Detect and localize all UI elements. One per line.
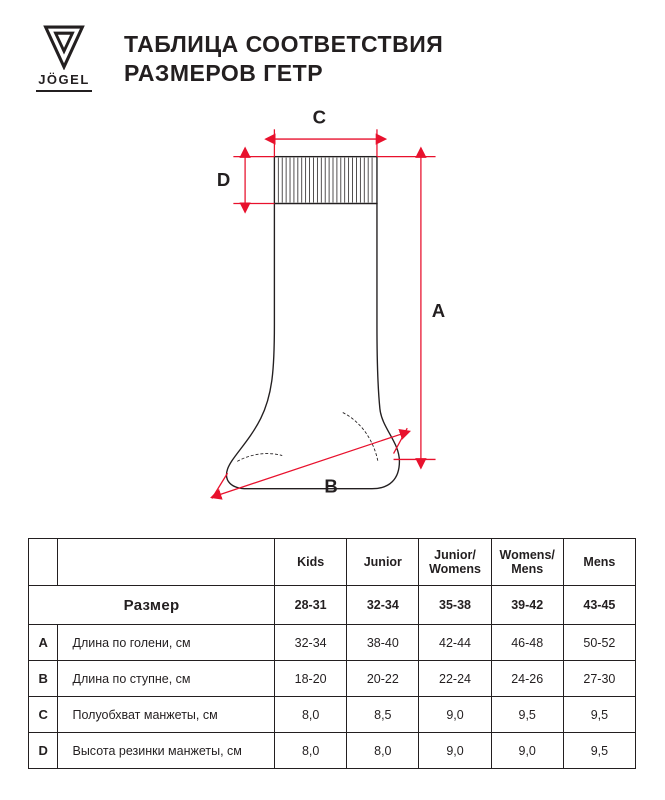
row-a-value-3: 42-44 (419, 625, 491, 661)
brand-name: JÖGEL (38, 72, 90, 87)
row-a-value-2: 38-40 (347, 625, 419, 661)
header-size-junior (347, 539, 419, 586)
row-b-value-5: 27-30 (563, 661, 635, 697)
size-row-value-2: 32-34 (347, 586, 419, 625)
brand-underline (36, 90, 92, 92)
header-size-junior-womens-line1: Junior/ (434, 547, 476, 562)
b-ext-left (211, 473, 227, 498)
header-size-junior-line1: Junior (363, 554, 402, 569)
row-d-desc: Высота резинки манжеты, см (58, 733, 275, 769)
header-size-kids (275, 539, 347, 586)
row-c-value-1: 8,0 (275, 697, 347, 733)
brand-logo (28, 22, 100, 92)
row-d-value-4: 9,0 (491, 733, 563, 769)
row-b-value-2: 20-22 (347, 661, 419, 697)
header-letter-col (29, 539, 58, 586)
row-a-value-4: 46-48 (491, 625, 563, 661)
row-b-value-1: 18-20 (275, 661, 347, 697)
table-row-size (29, 586, 636, 625)
row-b-value-4: 24-26 (491, 661, 563, 697)
size-row-value-5: 43-45 (563, 586, 635, 625)
table-row (29, 697, 636, 733)
header-size-junior-womens-line2: Womens (429, 562, 481, 576)
row-c-value-2: 8,5 (347, 697, 419, 733)
page-header (0, 0, 665, 92)
label-a: A (431, 299, 445, 321)
jogel-shield-icon (41, 24, 87, 70)
header-size-junior-womens (419, 539, 491, 586)
table-row (29, 661, 636, 697)
row-d-value-3: 9,0 (419, 733, 491, 769)
size-row-label: Размер (29, 586, 275, 625)
sock-measurement-diagram (0, 100, 665, 520)
size-chart (28, 538, 636, 769)
page-title (124, 22, 443, 89)
header-size-womens-mens-line2: Mens (511, 562, 544, 576)
table-header-row (29, 539, 636, 586)
row-a-letter: A (29, 625, 58, 661)
row-c-value-3: 9,0 (419, 697, 491, 733)
header-size-kids-line1: Kids (297, 554, 325, 569)
header-size-womens-mens (491, 539, 563, 586)
row-d-value-5: 9,5 (563, 733, 635, 769)
label-c: C (312, 106, 326, 128)
size-row-value-4: 39-42 (491, 586, 563, 625)
table-row (29, 733, 636, 769)
row-c-value-4: 9,5 (491, 697, 563, 733)
sock-outline (226, 157, 399, 489)
page-title-line-1: ТАБЛИЦА СООТВЕТСТВИЯ (124, 31, 444, 57)
header-size-womens-mens-line1: Womens/ (499, 547, 555, 562)
row-d-value-1: 8,0 (275, 733, 347, 769)
b-ext-right (393, 428, 407, 453)
row-b-letter: B (29, 661, 58, 697)
size-row-value-1: 28-31 (275, 586, 347, 625)
sock-diagram-svg (113, 100, 553, 520)
row-b-value-3: 22-24 (419, 661, 491, 697)
label-d: D (216, 168, 230, 190)
row-c-value-5: 9,5 (563, 697, 635, 733)
row-d-value-2: 8,0 (347, 733, 419, 769)
table-row (29, 625, 636, 661)
row-d-letter: D (29, 733, 58, 769)
row-c-letter: C (29, 697, 58, 733)
size-row-value-3: 35-38 (419, 586, 491, 625)
row-b-desc: Длина по ступне, см (58, 661, 275, 697)
header-size-mens-line1: Mens (583, 554, 616, 569)
row-c-desc: Полуобхват манжеты, см (58, 697, 275, 733)
row-a-value-1: 32-34 (275, 625, 347, 661)
header-desc-col (58, 539, 275, 586)
size-table (28, 538, 636, 769)
row-a-desc: Длина по голени, см (58, 625, 275, 661)
row-a-value-5: 50-52 (563, 625, 635, 661)
page-title-line-2: РАЗМЕРОВ ГЕТР (124, 60, 324, 87)
label-b: B (323, 475, 338, 497)
header-size-mens (563, 539, 635, 586)
